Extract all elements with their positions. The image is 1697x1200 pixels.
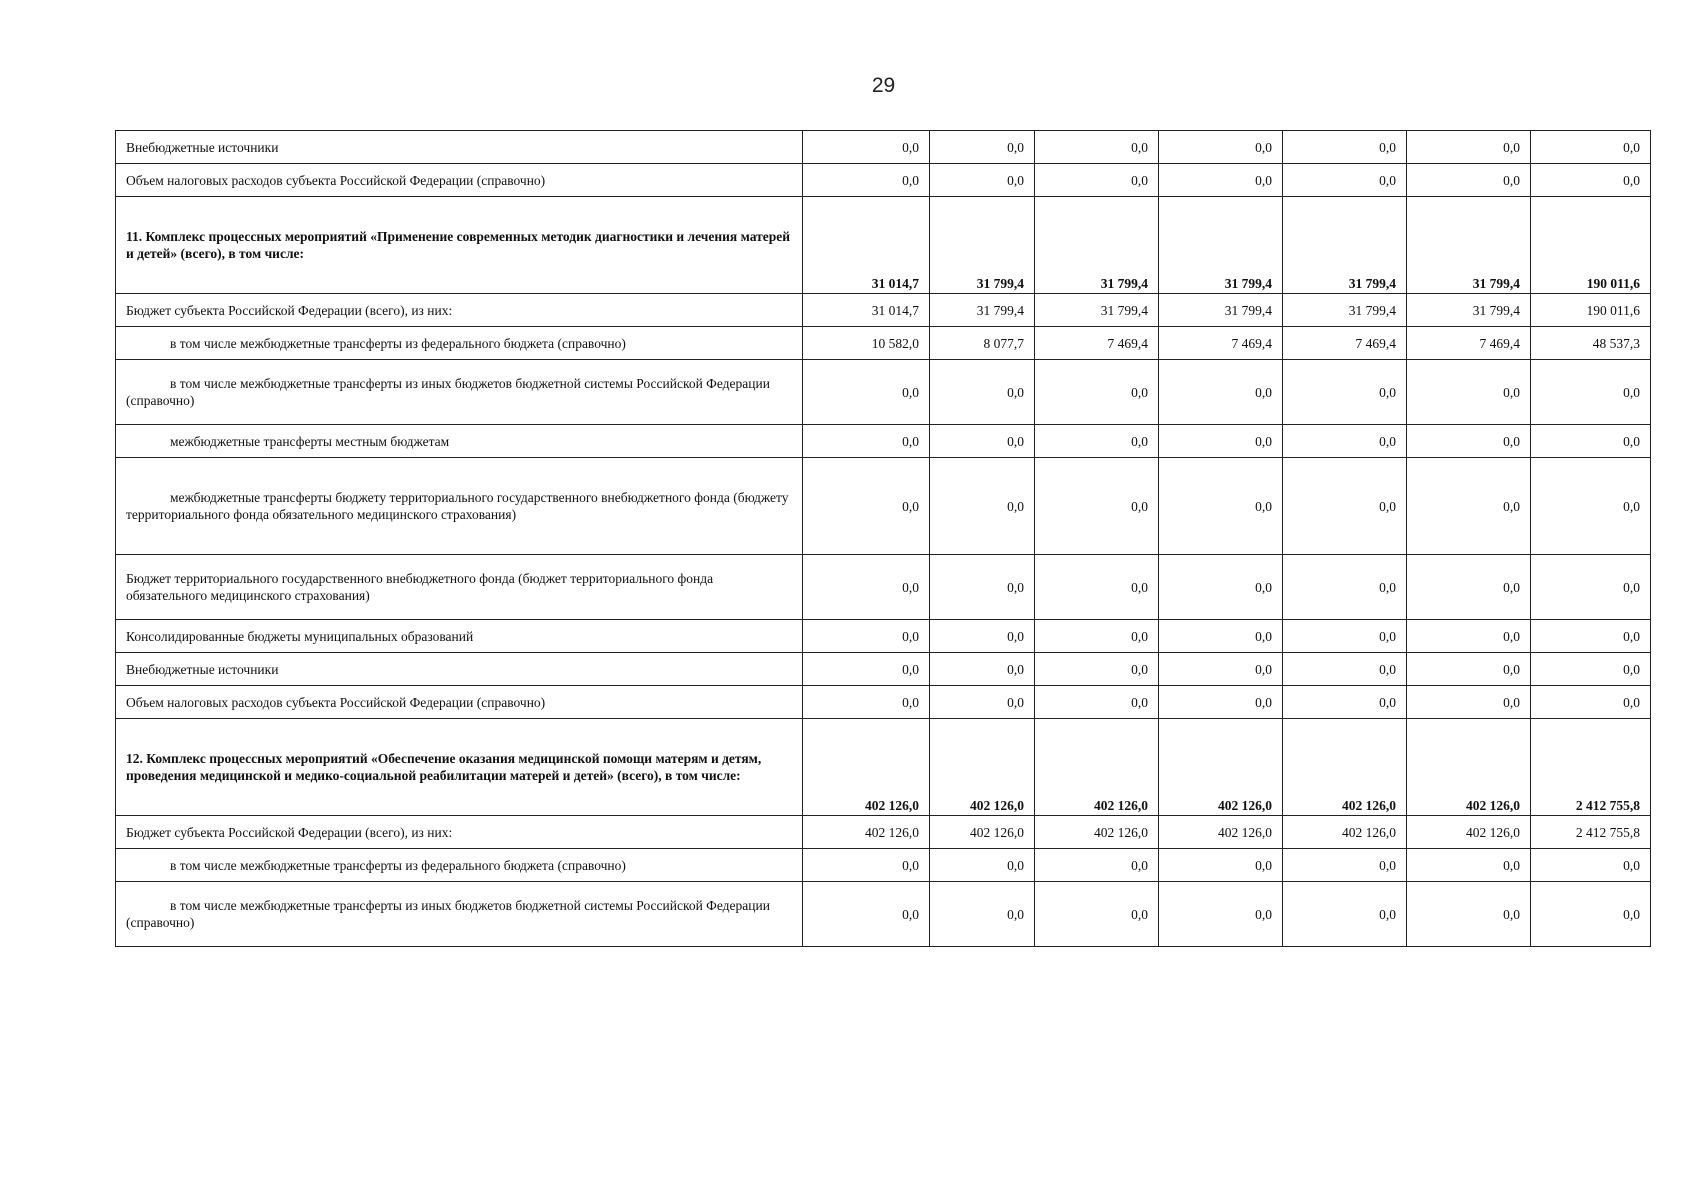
value-cell: 7 469,4 [1159,327,1283,360]
value-cell: 31 799,4 [1035,294,1159,327]
table-row [116,131,1651,164]
table-row [116,164,1651,197]
value-cell: 0,0 [930,686,1035,719]
value-cell: 48 537,3 [1531,327,1651,360]
value-cell: 31 799,4 [930,294,1035,327]
value-cell: 0,0 [1035,458,1159,555]
value-cell: 0,0 [1035,131,1159,164]
value-cell: 0,0 [930,360,1035,425]
table-row [116,686,1651,719]
value-cell: 0,0 [1531,686,1651,719]
table-row [116,653,1651,686]
row-label: межбюджетные трансферты бюджету территориального государственного внебюджетного фонда (бюджету территориального фонда обязательного медицинского страхования) [126,490,789,522]
value-cell: 0,0 [1283,555,1407,620]
value-cell: 0,0 [803,882,930,947]
row-label: 12. Комплекс процессных мероприятий «Обеспечение оказания медицинской помощи матерям и детям, проведения медицинской и медико-социальной реабилитации матерей и детей» (всего), в том числе: [126,751,762,783]
value-cell: 31 799,4 [1407,294,1531,327]
value-cell: 0,0 [1407,882,1531,947]
row-label-cell [116,294,803,327]
value-cell: 402 126,0 [803,719,930,816]
value-cell: 0,0 [1035,620,1159,653]
value-cell: 31 799,4 [1035,197,1159,294]
value-cell: 31 014,7 [803,294,930,327]
table-row [116,360,1651,425]
row-label-cell [116,458,803,555]
value-cell: 31 799,4 [1283,294,1407,327]
value-cell: 0,0 [1159,882,1283,947]
value-cell: 402 126,0 [803,816,930,849]
value-cell: 190 011,6 [1531,197,1651,294]
value-cell: 0,0 [803,620,930,653]
row-label-cell [116,620,803,653]
row-label-cell [116,653,803,686]
row-label: Бюджет территориального государственного внебюджетного фонда (бюджет территориального фонда обязательного медицинского страхования) [126,571,714,603]
value-cell: 0,0 [1159,555,1283,620]
row-label-cell [116,327,803,360]
row-label-cell [116,197,803,294]
row-label: Внебюджетные источники [126,139,279,155]
value-cell: 0,0 [1407,360,1531,425]
value-cell: 0,0 [1159,360,1283,425]
row-label: межбюджетные трансферты местным бюджетам [170,433,450,449]
value-cell: 0,0 [1283,849,1407,882]
table-row [116,620,1651,653]
value-cell: 0,0 [930,653,1035,686]
value-cell: 0,0 [1035,686,1159,719]
table-section-row [116,719,1651,816]
value-cell: 0,0 [1531,555,1651,620]
value-cell: 0,0 [1159,458,1283,555]
value-cell: 0,0 [803,653,930,686]
row-label: в том числе межбюджетные трансферты из федерального бюджета (справочно) [170,335,626,351]
page-number: 29 [871,74,896,97]
value-cell: 0,0 [1531,360,1651,425]
value-cell: 0,0 [930,425,1035,458]
value-cell: 0,0 [1531,882,1651,947]
value-cell: 0,0 [1283,653,1407,686]
value-cell: 0,0 [1407,131,1531,164]
value-cell: 0,0 [1283,131,1407,164]
value-cell: 8 077,7 [930,327,1035,360]
row-label: Бюджет субъекта Российской Федерации (всего), из них: [126,302,453,318]
value-cell: 0,0 [930,131,1035,164]
value-cell: 0,0 [803,555,930,620]
value-cell: 0,0 [1159,425,1283,458]
row-label-cell [116,849,803,882]
value-cell: 0,0 [1407,620,1531,653]
value-cell: 0,0 [1283,686,1407,719]
table-row [116,458,1651,555]
table-row [116,555,1651,620]
value-cell: 31 799,4 [1159,197,1283,294]
row-label: в том числе межбюджетные трансферты из иных бюджетов бюджетной системы Российской Федерации (справочно) [126,898,770,930]
row-label-cell [116,360,803,425]
value-cell: 0,0 [1407,164,1531,197]
value-cell: 0,0 [1159,131,1283,164]
table-row [116,327,1651,360]
value-cell: 0,0 [803,164,930,197]
table-row [116,816,1651,849]
value-cell: 31 014,7 [803,197,930,294]
value-cell: 402 126,0 [1035,816,1159,849]
value-cell: 0,0 [1035,164,1159,197]
row-label: Объем налоговых расходов субъекта Российской Федерации (справочно) [126,694,546,710]
value-cell: 7 469,4 [1407,327,1531,360]
value-cell: 0,0 [1531,131,1651,164]
value-cell: 402 126,0 [1283,719,1407,816]
table-row [116,294,1651,327]
value-cell: 0,0 [1531,620,1651,653]
value-cell: 0,0 [1035,555,1159,620]
value-cell: 402 126,0 [930,816,1035,849]
value-cell: 31 799,4 [930,197,1035,294]
row-label: в том числе межбюджетные трансферты из федерального бюджета (справочно) [170,857,626,873]
value-cell: 0,0 [1531,653,1651,686]
value-cell: 31 799,4 [1159,294,1283,327]
value-cell: 0,0 [803,425,930,458]
value-cell: 0,0 [1407,849,1531,882]
value-cell: 0,0 [930,882,1035,947]
value-cell: 0,0 [930,555,1035,620]
row-label-cell [116,719,803,816]
value-cell: 0,0 [930,620,1035,653]
financing-table [115,130,1651,947]
row-label: 11. Комплекс процессных мероприятий «Применение современных методик диагностики и лечения матерей и детей» (всего), в том числе: [126,229,791,261]
value-cell: 0,0 [1283,620,1407,653]
value-cell: 0,0 [1283,164,1407,197]
value-cell: 0,0 [803,131,930,164]
value-cell: 0,0 [1159,849,1283,882]
row-label-cell [116,816,803,849]
table-section-row [116,197,1651,294]
value-cell: 0,0 [1159,653,1283,686]
value-cell: 0,0 [1283,882,1407,947]
value-cell: 402 126,0 [1407,816,1531,849]
value-cell: 0,0 [1283,360,1407,425]
value-cell: 402 126,0 [1283,816,1407,849]
value-cell: 7 469,4 [1283,327,1407,360]
value-cell: 402 126,0 [1035,719,1159,816]
row-label-cell [116,164,803,197]
value-cell: 0,0 [1407,425,1531,458]
value-cell: 0,0 [1407,555,1531,620]
value-cell: 0,0 [1407,458,1531,555]
value-cell: 402 126,0 [1159,816,1283,849]
value-cell: 7 469,4 [1035,327,1159,360]
value-cell: 0,0 [930,164,1035,197]
value-cell: 0,0 [930,458,1035,555]
table-row [116,849,1651,882]
value-cell: 2 412 755,8 [1531,816,1651,849]
value-cell: 0,0 [1531,458,1651,555]
row-label-cell [116,425,803,458]
value-cell: 190 011,6 [1531,294,1651,327]
value-cell: 0,0 [1035,360,1159,425]
value-cell: 0,0 [1531,849,1651,882]
value-cell: 31 799,4 [1283,197,1407,294]
row-label: Бюджет субъекта Российской Федерации (всего), из них: [126,824,453,840]
value-cell: 0,0 [1531,425,1651,458]
value-cell: 0,0 [1407,686,1531,719]
value-cell: 2 412 755,8 [1531,719,1651,816]
value-cell: 0,0 [803,458,930,555]
value-cell: 402 126,0 [1407,719,1531,816]
value-cell: 10 582,0 [803,327,930,360]
value-cell: 0,0 [803,686,930,719]
row-label: Внебюджетные источники [126,661,279,677]
value-cell: 402 126,0 [1159,719,1283,816]
value-cell: 0,0 [1283,425,1407,458]
table-row [116,425,1651,458]
value-cell: 0,0 [803,849,930,882]
row-label: Консолидированные бюджеты муниципальных образований [126,628,474,644]
value-cell: 0,0 [930,849,1035,882]
value-cell: 0,0 [1159,686,1283,719]
row-label-cell [116,555,803,620]
value-cell: 0,0 [1283,458,1407,555]
row-label-cell [116,131,803,164]
value-cell: 0,0 [1159,620,1283,653]
row-label: Объем налоговых расходов субъекта Российской Федерации (справочно) [126,172,546,188]
value-cell: 0,0 [1159,164,1283,197]
value-cell: 0,0 [1531,164,1651,197]
value-cell: 31 799,4 [1407,197,1531,294]
row-label-cell [116,686,803,719]
row-label-cell [116,882,803,947]
row-label: в том числе межбюджетные трансферты из иных бюджетов бюджетной системы Российской Федерации (справочно) [126,376,770,408]
value-cell: 0,0 [1035,849,1159,882]
table-row [116,882,1651,947]
value-cell: 402 126,0 [930,719,1035,816]
value-cell: 0,0 [1035,653,1159,686]
value-cell: 0,0 [803,360,930,425]
value-cell: 0,0 [1035,425,1159,458]
value-cell: 0,0 [1407,653,1531,686]
value-cell: 0,0 [1035,882,1159,947]
